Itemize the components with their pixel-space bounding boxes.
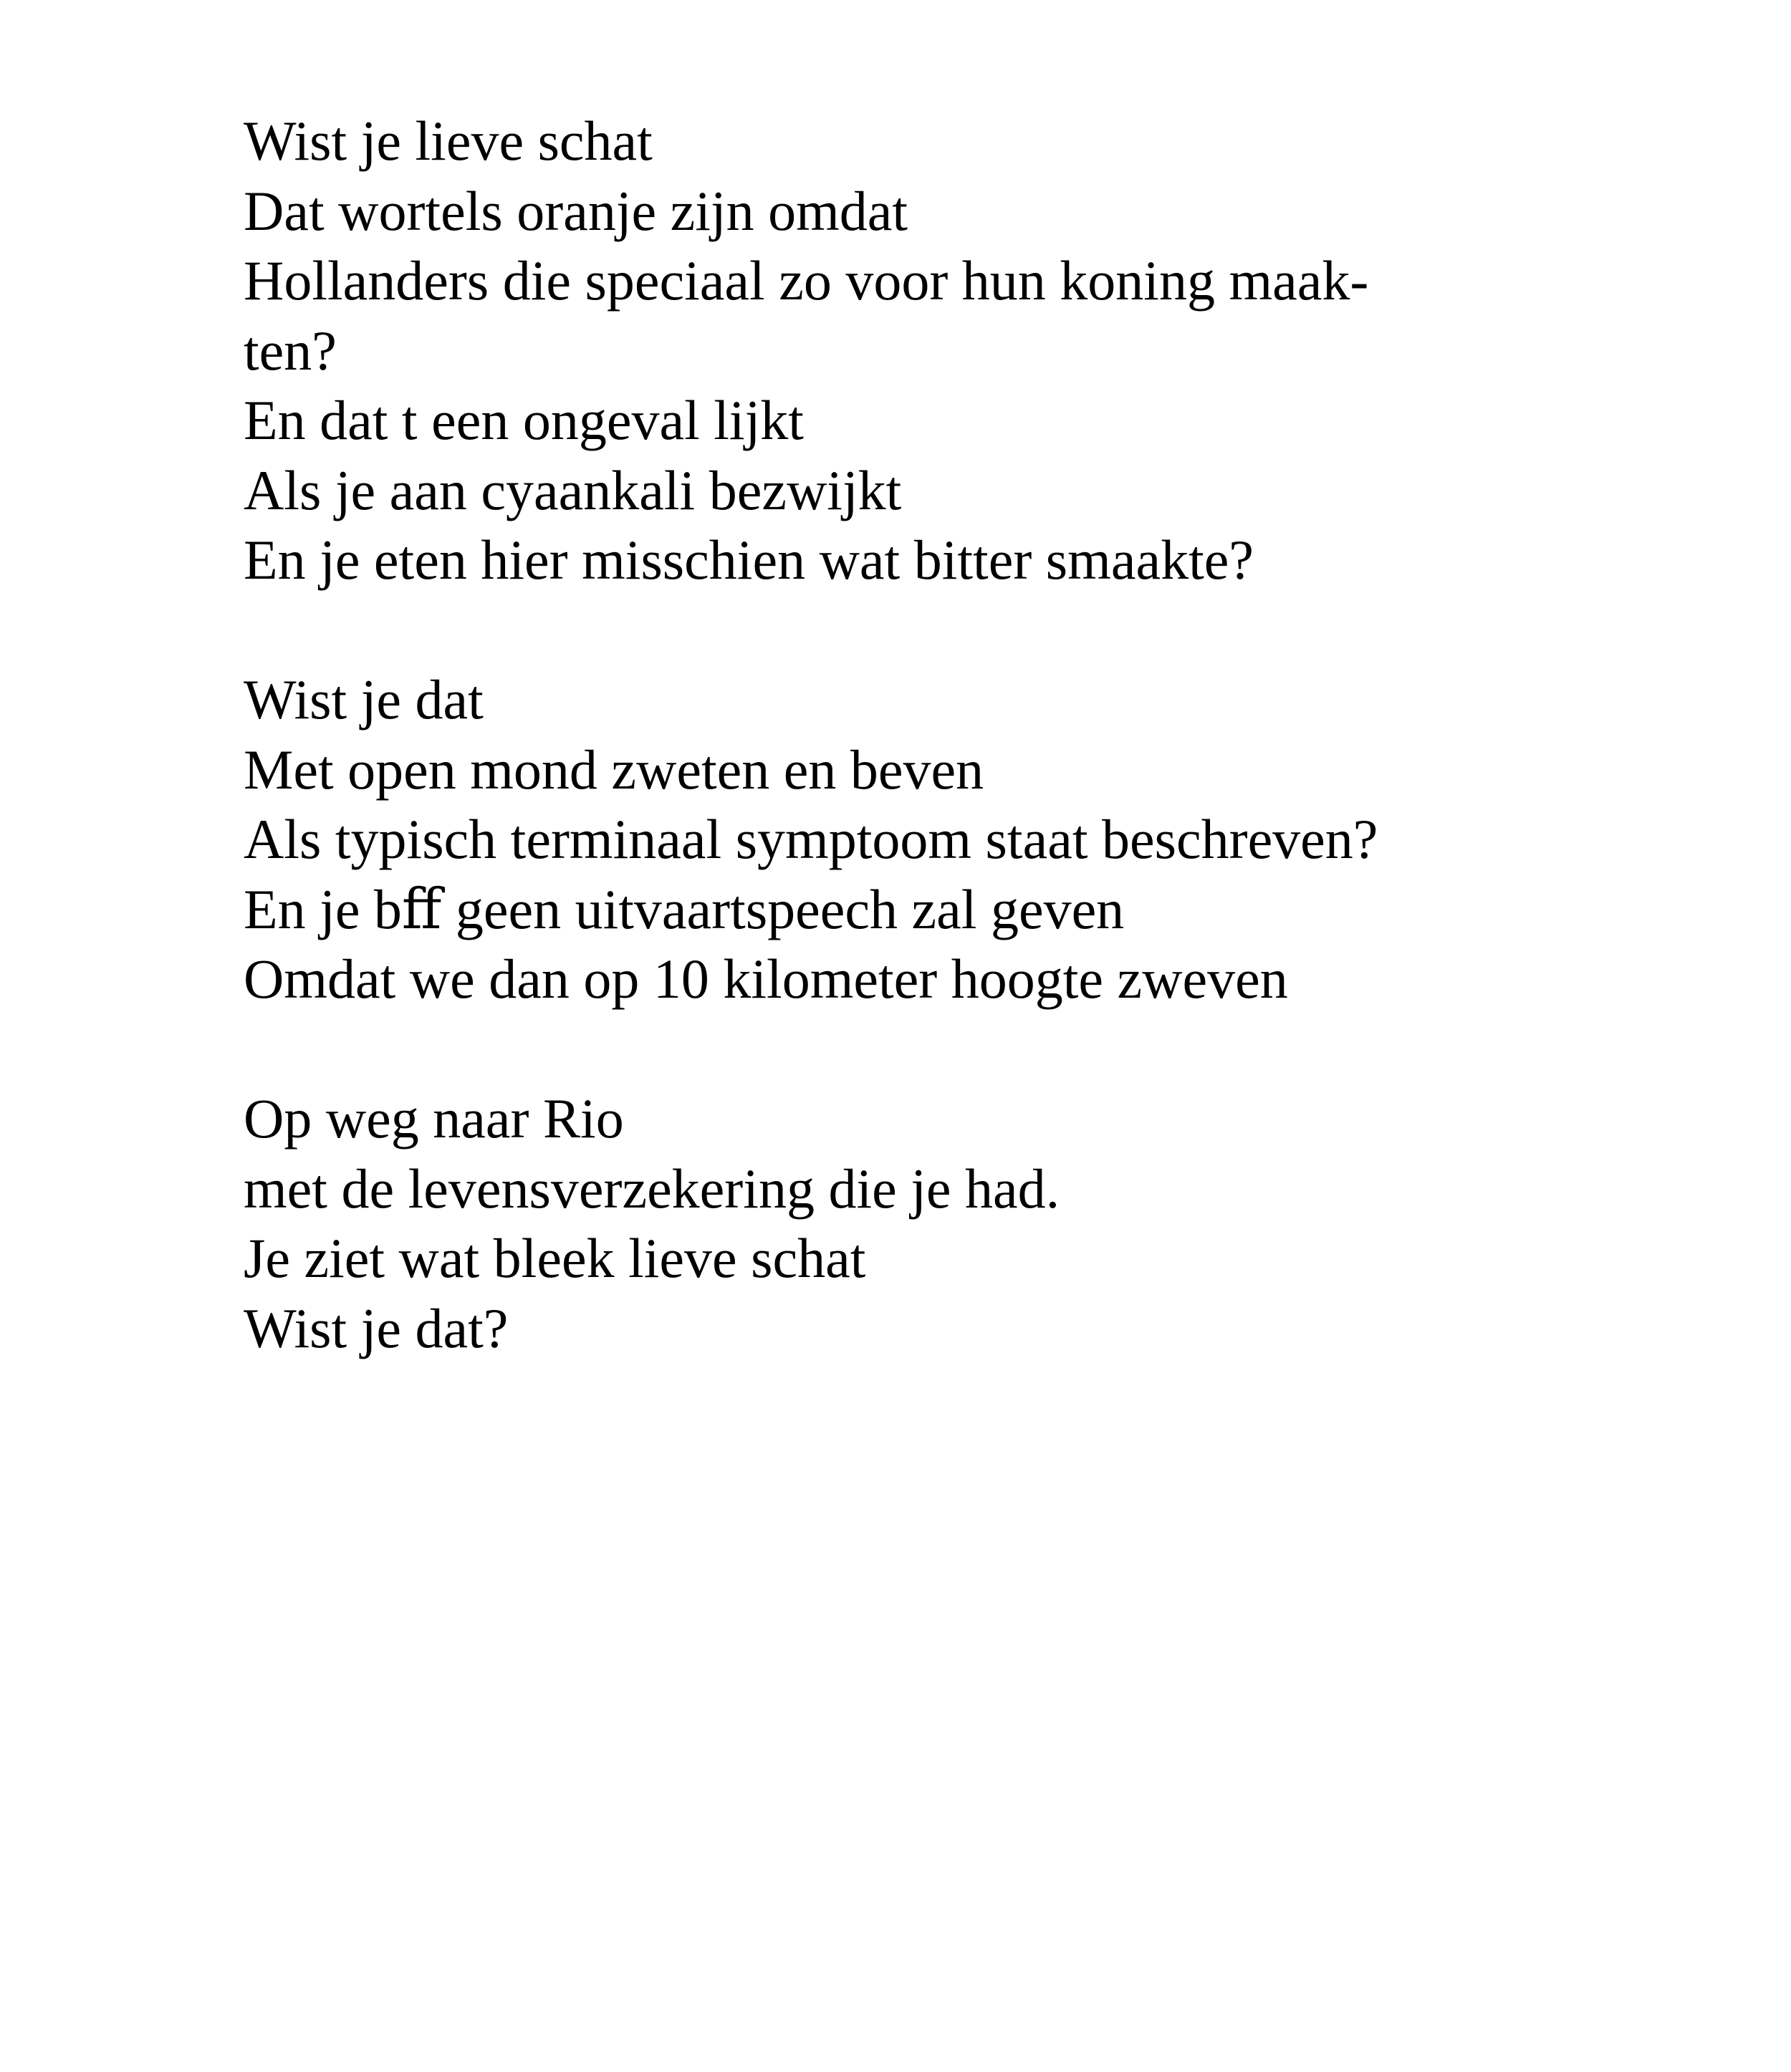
poem-line: En je eten hier misschien wat bitter smaakte? [244,529,1254,591]
poem-line: Dat wortels oranje zijn omdat [244,179,908,242]
poem-line: En dat t een ongeval lijkt [244,389,804,451]
poem [244,106,1676,1363]
poem-line: Hollanders die speciaal zo voor hun koning maak- [244,249,1369,312]
poem-line: Als je aan cyaankali bezwijkt [244,458,902,521]
stanza-2 [244,665,1676,1014]
poem-line: Omdat we dan op 10 kilometer hoogte zweven [244,948,1288,1010]
poem-line: Wist je dat? [244,1296,509,1359]
poem-line: met de levensverzekering die je had. [244,1157,1060,1220]
poem-line: ten? [244,319,337,382]
poem-line: Je ziet wat bleek lieve schat [244,1227,866,1289]
stanza-3 [244,1084,1676,1363]
poem-line: Wist je dat [244,668,484,731]
poem-line: Wist je lieve schat [244,110,653,172]
poem-line: Op weg naar Rio [244,1087,624,1150]
poem-line: En je bﬀ geen uitvaartspeech zal geven [244,877,1125,940]
stanza-1 [244,106,1676,595]
poem-line: Als typisch terminaal symptoom staat beschreven? [244,808,1378,870]
poem-line: Met open mond zweten en beven [244,738,984,801]
